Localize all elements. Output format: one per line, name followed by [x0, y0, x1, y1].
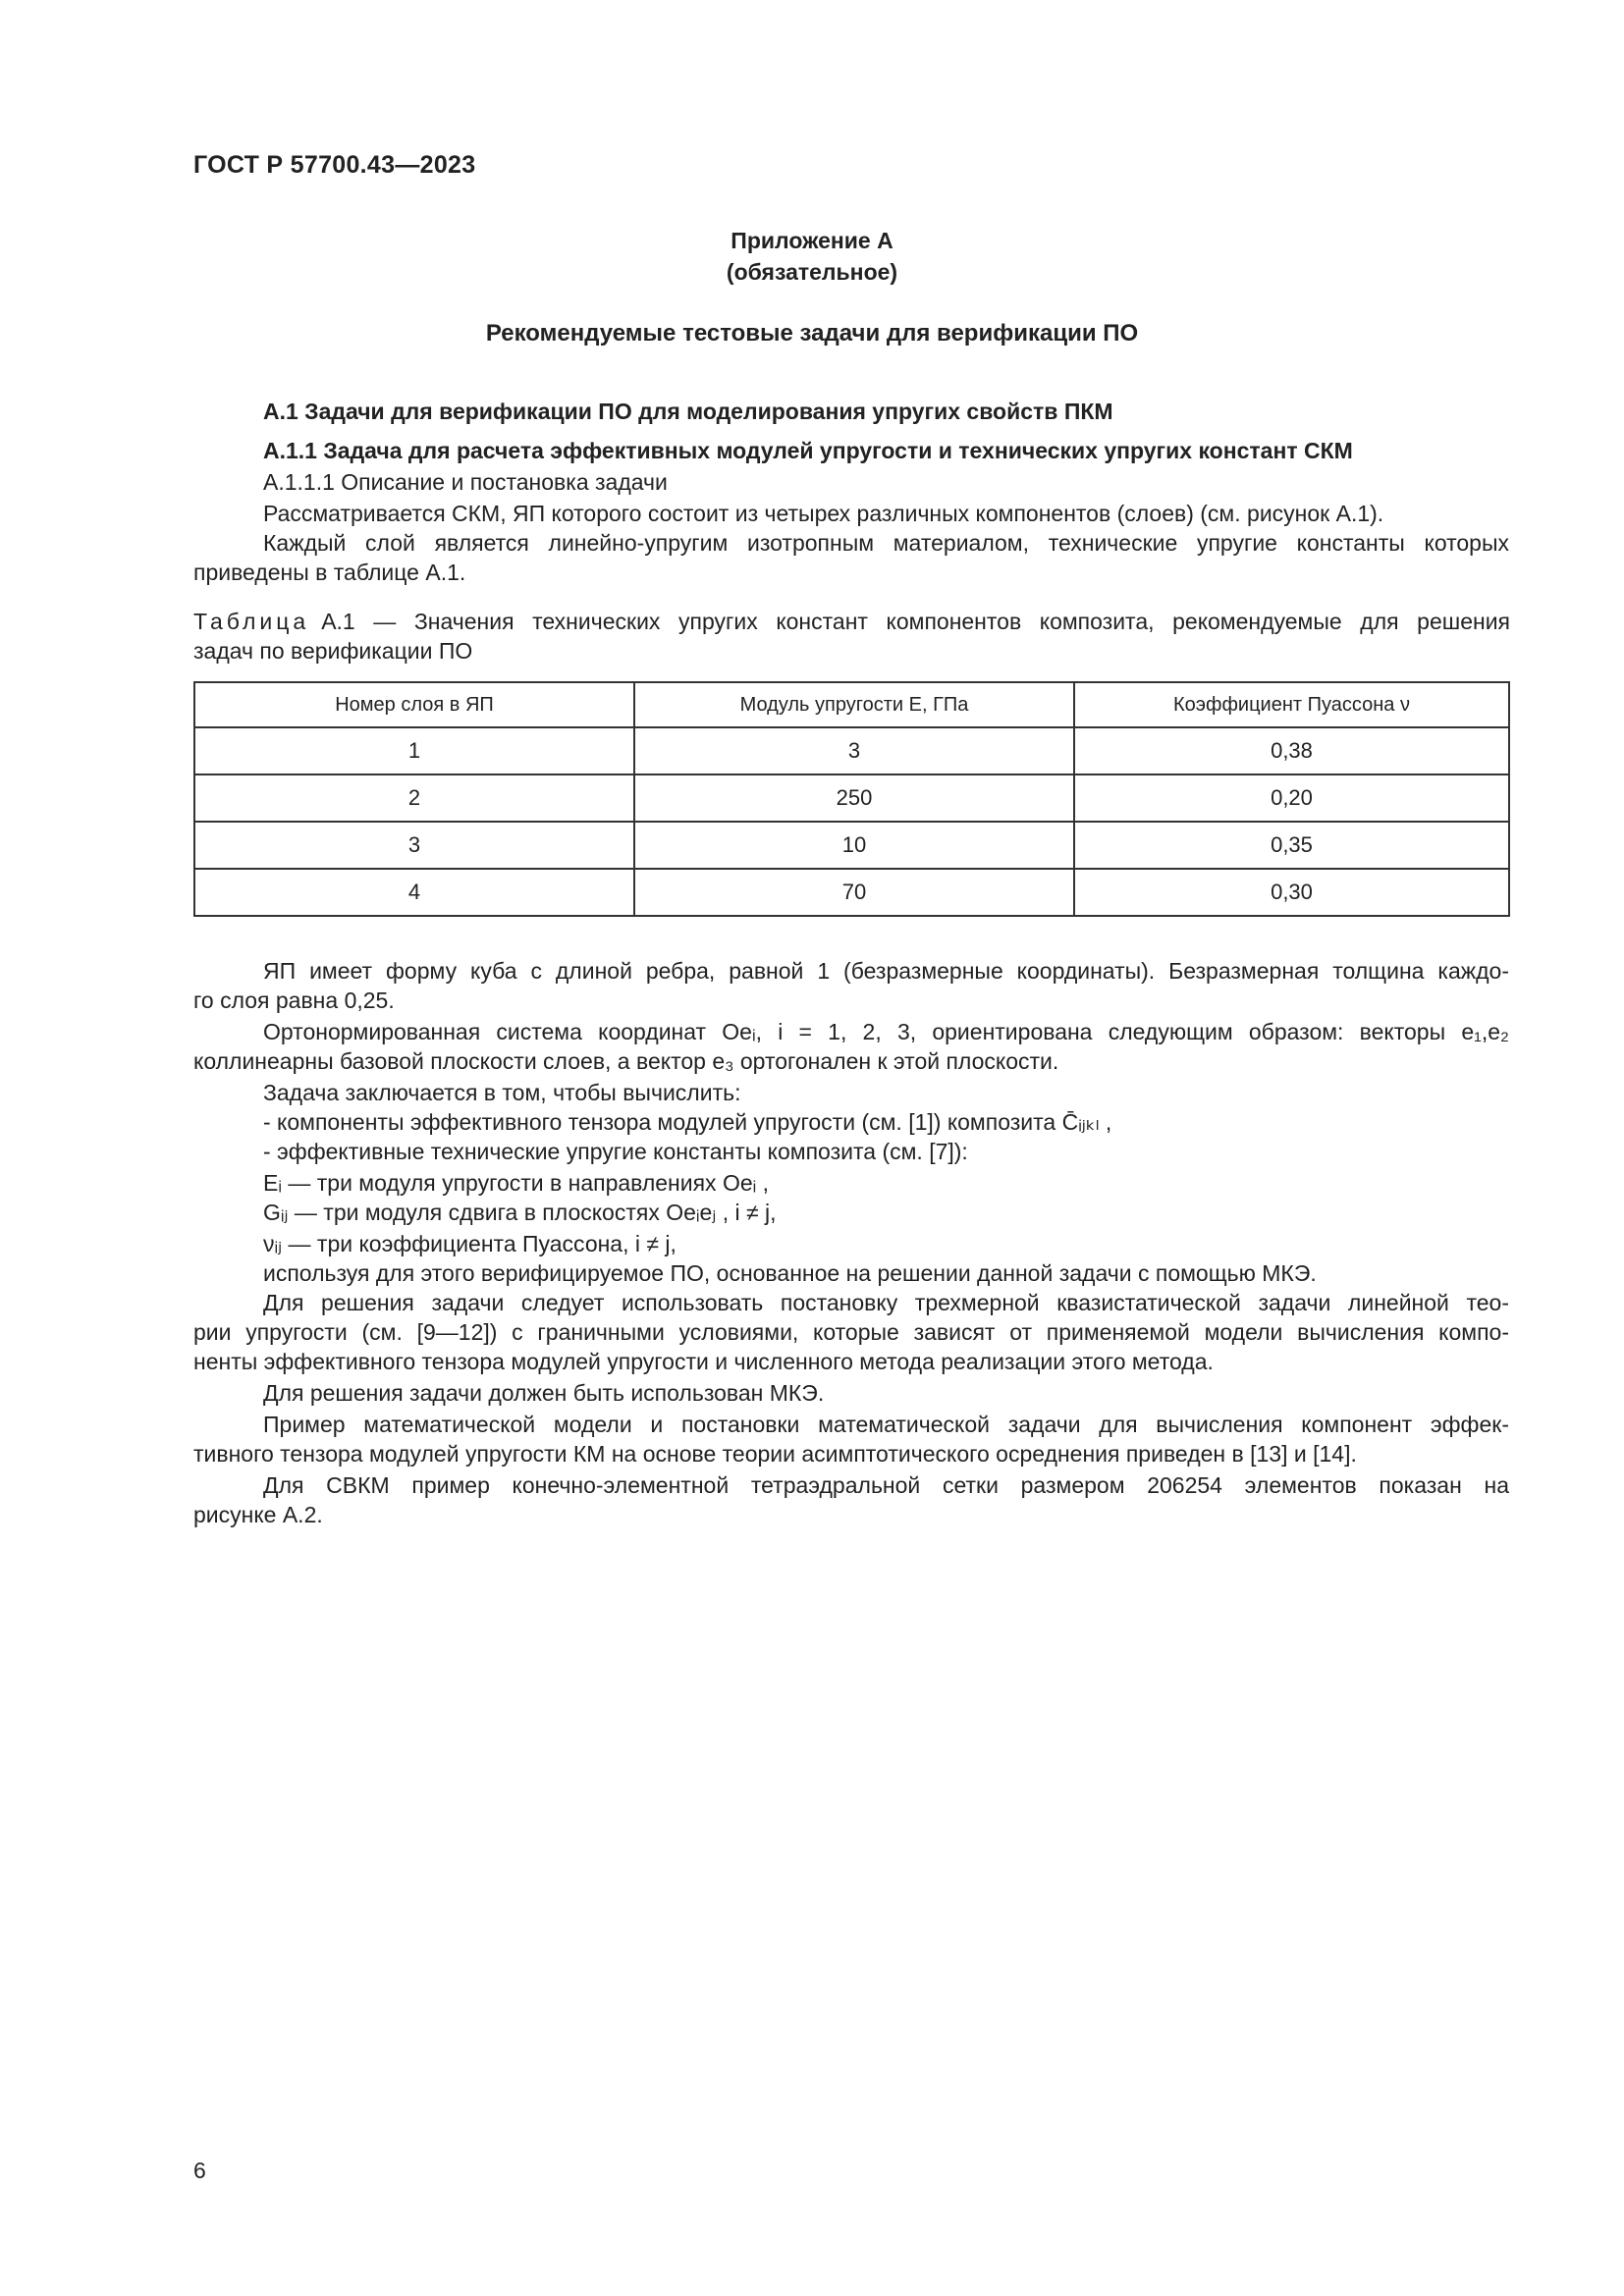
section-heading-a11: А.1.1 Задача для расчета эффективных модулей упругости и технических упругих констант СКМ — [263, 438, 1353, 463]
table-caption-label: Таблица — [193, 609, 310, 634]
body-line: коллинеарны базовой плоскости слоев, а вектор e₃ ортогонален к этой плоскости. — [193, 1048, 1059, 1074]
table-cell: 0,20 — [1074, 774, 1509, 822]
table-cell: 250 — [634, 774, 1074, 822]
table-cell: 0,38 — [1074, 727, 1509, 774]
table-cell: 4 — [194, 869, 634, 916]
table-row — [194, 727, 1509, 774]
body-line: Пример математической модели и постановки математической задачи для вычисления компонент эффек- — [263, 1412, 1509, 1437]
body-line: Gᵢⱼ — три модуля сдвига в плоскостях Oeᵢeⱼ , i ≠ j, — [263, 1200, 777, 1225]
table-cell: 2 — [194, 774, 634, 822]
body-line: νᵢⱼ — три коэффициента Пуассона, i ≠ j, — [263, 1231, 677, 1256]
body-line: Ортонормированная система координат Oeᵢ, i = 1, 2, 3, ориентирована следующим образом: векторы e₁,e₂ — [263, 1019, 1509, 1044]
page-number: 6 — [193, 2158, 206, 2183]
body-line: Задача заключается в том, чтобы вычислить: — [263, 1080, 741, 1105]
document-header: ГОСТ Р 57700.43—2023 — [193, 151, 476, 179]
table-row — [194, 869, 1509, 916]
annex-title: Приложение А — [731, 228, 893, 253]
body-line: рисунке А.2. — [193, 1502, 323, 1527]
body-line: - компоненты эффективного тензора модулей упругости (см. [1]) композита C̄ᵢⱼₖₗ , — [263, 1109, 1112, 1135]
intro-paragraph-2-line-1: Каждый слой является линейно-упругим изотропным материалом, технические упругие константы которых — [263, 530, 1509, 556]
section-heading-a111: А.1.1.1 Описание и постановка задачи — [263, 469, 668, 495]
table-cell: 0,30 — [1074, 869, 1509, 916]
table-cell: 0,35 — [1074, 822, 1509, 869]
body-line: ЯП имеет форму куба с длиной ребра, равной 1 (безразмерные координаты). Безразмерная толщина каждо- — [263, 958, 1509, 984]
body-line: Для решения задачи должен быть использован МКЭ. — [263, 1380, 825, 1406]
table-cell: 3 — [634, 727, 1074, 774]
body-line: используя для этого верифицируемое ПО, основанное на решении данной задачи с помощью МКЭ. — [263, 1260, 1317, 1286]
table-header-row — [194, 682, 1509, 727]
section-heading-a1: А.1 Задачи для верификации ПО для моделирования упругих свойств ПКМ — [263, 399, 1113, 424]
body-line: Для решения задачи следует использовать постановку трехмерной квазистатической задачи линейной тео- — [263, 1290, 1509, 1315]
elastic-constants-table — [193, 681, 1510, 917]
column-header: Номер слоя в ЯП — [194, 682, 634, 727]
annex-heading: Рекомендуемые тестовые задачи для верификации ПО — [485, 320, 1139, 347]
table-row — [194, 774, 1509, 822]
table-cell: 70 — [634, 869, 1074, 916]
body-line: Eᵢ — три модуля упругости в направлениях Oeᵢ , — [263, 1170, 770, 1196]
body-line: рии упругости (см. [9—12]) с граничными условиями, которые зависят от применяемой модели вычисления компо- — [193, 1319, 1509, 1345]
table-cell: 1 — [194, 727, 634, 774]
body-line: Для СВКМ пример конечно-элементной тетраэдральной сетки размером 206254 элементов показан на — [263, 1472, 1509, 1498]
table-caption-text: А.1 — Значения технических упругих констант компонентов композита, рекомендуемые для решения — [321, 609, 1510, 634]
intro-paragraph-1: Рассматривается СКМ, ЯП которого состоит из четырех различных компонентов (слоев) (см. рисунок А.1). — [263, 501, 1384, 526]
table-row — [194, 822, 1509, 869]
annex-status: (обязательное) — [726, 259, 898, 285]
body-line: ненты эффективного тензора модулей упругости и численного метода реализации этого метода. — [193, 1349, 1214, 1374]
table-cell: 3 — [194, 822, 634, 869]
column-header: Коэффициент Пуассона ν — [1074, 682, 1509, 727]
table-cell: 10 — [634, 822, 1074, 869]
intro-paragraph-2-line-2: приведены в таблице А.1. — [193, 560, 466, 585]
body-line: - эффективные технические упругие константы композита (см. [7]): — [263, 1139, 968, 1164]
body-line: тивного тензора модулей упругости КМ на основе теории асимптотического осреднения приведен в [13] и [14]. — [193, 1441, 1357, 1467]
column-header: Модуль упругости E, ГПа — [634, 682, 1074, 727]
table-caption — [193, 609, 1510, 635]
table-caption-line-2: задач по верификации ПО — [193, 638, 473, 664]
body-line: го слоя равна 0,25. — [193, 988, 395, 1013]
